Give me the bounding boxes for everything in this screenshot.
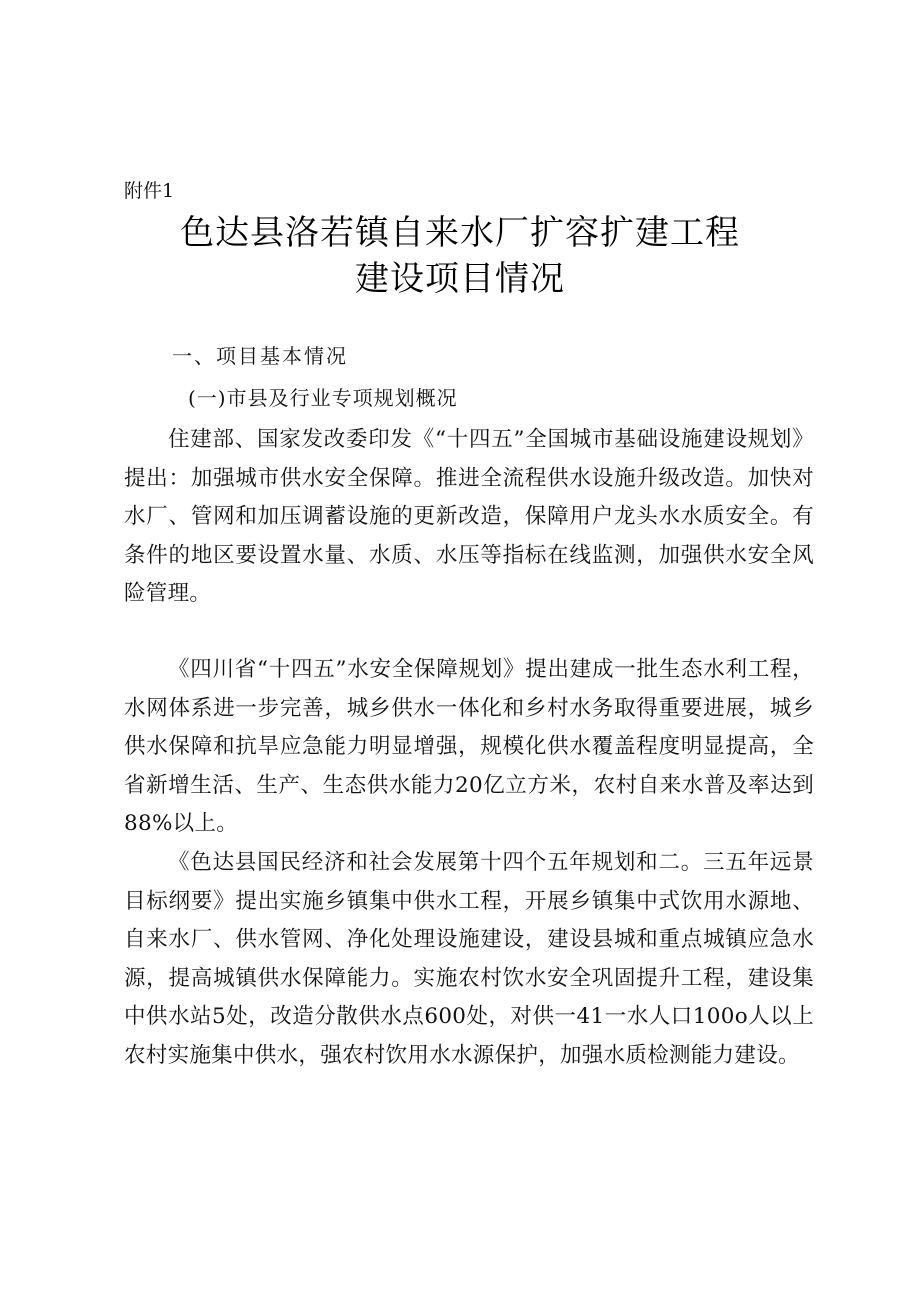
document-title-line-1: 色达县洛若镇自来水厂扩容扩建工程 [180, 213, 740, 253]
subsection-heading: (一)市县及行业专项规划概况 [188, 386, 458, 410]
attachment-label: 附件1 [124, 180, 175, 202]
paragraph-national-plan: 住建部、国家发改委印发《“十四五”全国城市基础设施建设规划》提出：加强城市供水安全保障。推进全流程供水设施升级改造。加快对水厂、管网和加压调蓄设施的更新改造，保障用户龙头水水质安全。有条件的地区要设置水量、水质、水压等指标在线监测，加强供水安全风险管理。 [124, 427, 814, 606]
paragraph-provincial-plan: 《四川省“十四五”水安全保障规划》提出建成一批生态水利工程，水网体系进一步完善，城乡供水一体化和乡村水务取得重要进展，城乡供水保障和抗旱应急能力明显增强，规模化供水覆盖程度明显提高，全省新增生活、生产、生态供水能力20亿立方米，农村自来水普及率达到88%以上。 [124, 657, 814, 836]
document-title-line-2: 建设项目情况 [355, 259, 565, 299]
section-heading: 一、项目基本情况 [172, 344, 348, 368]
paragraph-county-plan: 《色达县国民经济和社会发展第十四个五年规划和二。三五年远景目标纲要》提出实施乡镇集中供水工程，开展乡镇集中式饮用水源地、自来水厂、供水管网、净化处理设施建设，建设县城和重点城镇应急水源，提高城镇供水保障能力。实施农村饮水安全巩固提升工程，建设集中供水站5处，改造分散供水点600处，对供一41一水人口100o人以上农村实施集中供水，强农村饮用水水源保护，加强水质检测能力建设。 [124, 850, 814, 1068]
